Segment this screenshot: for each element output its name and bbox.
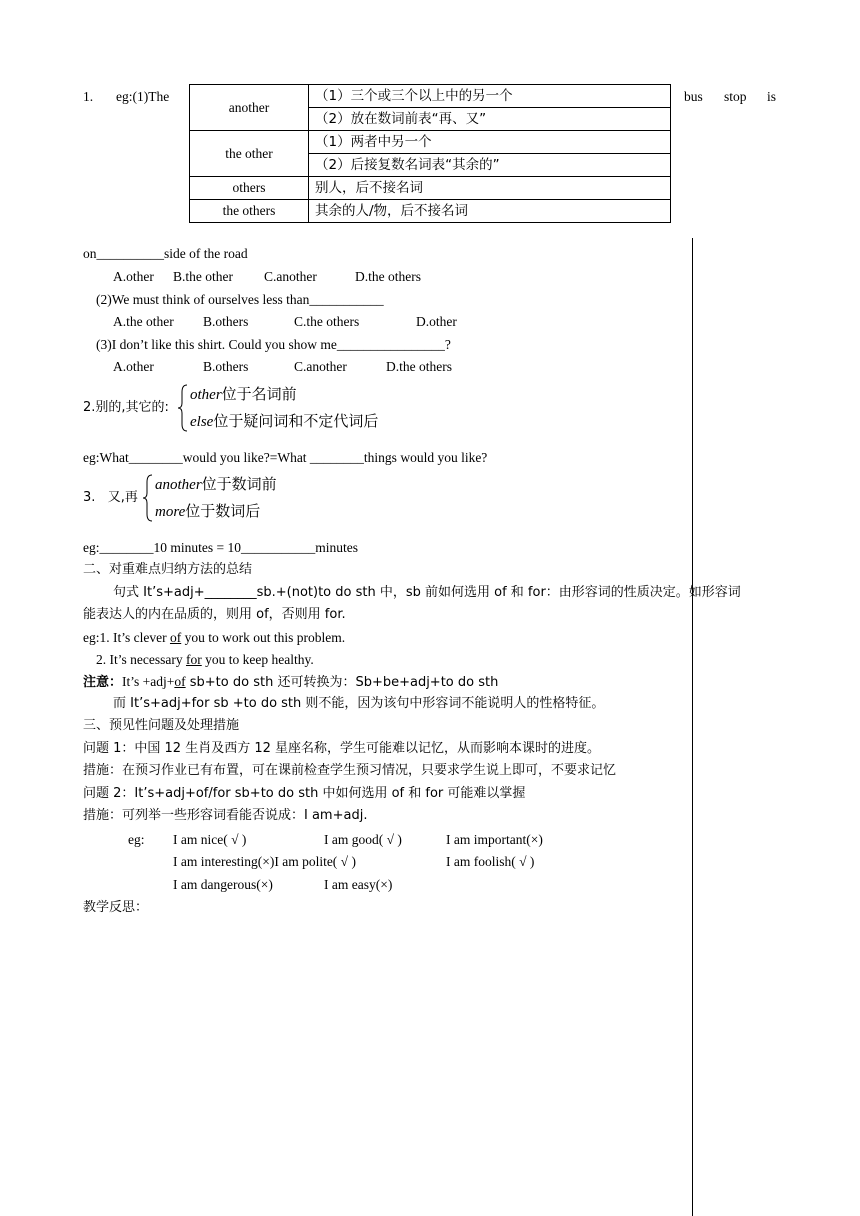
q1-eg: eg:(1)The — [116, 89, 170, 104]
s2-example: eg:What________would you like?=What ________things would you like? — [83, 450, 488, 465]
ex1-post: you to work out this problem. — [181, 630, 346, 645]
table-def: （2）放在数词前表“再、又” — [309, 108, 671, 131]
s2-line2-word: else — [190, 414, 214, 430]
part2-note — [83, 673, 498, 692]
s3-example: eg:________10 minutes = 10___________minutes — [83, 540, 358, 555]
part2-example-2 — [96, 651, 314, 669]
part2-heading: 二、对重难点归纳方法的总结 — [83, 562, 253, 577]
pronoun-table — [189, 84, 671, 223]
q1-2-option: B.others — [203, 314, 249, 329]
s2-line2-rest: 位于疑问词和不定代词后 — [213, 412, 379, 430]
part3-measure-2: 措施：可列举一些形容词看能否说成：I am+adj. — [83, 808, 368, 823]
table-term: the other — [190, 131, 309, 177]
ex2-post: you to keep healthy. — [201, 652, 314, 667]
table-def: （1）三个或三个以上中的另一个 — [309, 85, 671, 108]
adj-example: I am foolish( √ ) — [446, 854, 535, 869]
s3-line1-rest: 位于数词前 — [201, 475, 277, 493]
part2-para-line2: 能表达人的内在品质的，则用 of，否则用 for. — [83, 607, 346, 622]
table-term: others — [190, 177, 309, 200]
table-def: 其余的人/物，后不接名词 — [309, 200, 671, 223]
adj-example: I am important(×) — [446, 832, 543, 847]
teaching-reflection: 教学反思： — [83, 900, 149, 915]
s3-line1 — [155, 475, 277, 494]
part3-eg-label: eg: — [128, 832, 145, 847]
ex1-underlined: of — [169, 630, 182, 645]
s2-line2 — [190, 412, 378, 431]
s2-line1-word: other — [190, 387, 222, 403]
table-def: （1）两者中另一个 — [309, 131, 671, 154]
table-def: 别人，后不接名词 — [309, 177, 671, 200]
note-pre: It’s +adj+ — [122, 674, 175, 689]
note-label: 注意： — [83, 675, 123, 690]
table-def: （2）后接复数名词表“其余的” — [309, 154, 671, 177]
q1-number: 1. — [83, 89, 94, 104]
part2-example-1 — [83, 629, 345, 647]
note-underlined: of — [174, 674, 186, 689]
s3-line1-word: another — [155, 477, 202, 493]
brace-icon — [178, 384, 188, 432]
q1-3-option: A.other — [113, 359, 154, 374]
q1-2-option: D.other — [416, 314, 457, 329]
ex2-underlined: for — [185, 652, 202, 667]
ex1-pre: eg:1. It’s clever — [83, 630, 170, 645]
q1-option: C.another — [264, 269, 317, 284]
part3-problem-1: 问题 1：中国 12 生肖及西方 12 星座名称，学生可能难以记忆，从而影响本课时的进度。 — [83, 741, 601, 756]
s3-label: 3. 又,再 — [83, 490, 138, 505]
q1-2-question: (2)We must think of ourselves less than___________ — [96, 292, 384, 307]
ex2-pre: 2. It’s necessary — [96, 652, 186, 667]
q1-right-word-3: is — [767, 89, 777, 104]
table-term: another — [190, 85, 309, 131]
q1-right-word-2: stop — [724, 89, 747, 104]
q1-3-option: B.others — [203, 359, 249, 374]
part3-heading: 三、预见性问题及处理措施 — [83, 718, 240, 733]
adj-example: I am good( √ ) — [324, 832, 402, 847]
part2-note-2: 而 It’s+adj+for sb +to do sth 则不能，因为该句中形容词不能说明人的性格特征。 — [113, 696, 605, 711]
table-term: the others — [190, 200, 309, 223]
adj-example: I am nice( √ ) — [173, 832, 247, 847]
q1-option: D.the others — [355, 269, 421, 284]
q1-option: B.the other — [173, 269, 233, 284]
q1-3-option: D.the others — [386, 359, 452, 374]
brace-icon — [143, 474, 153, 522]
q1-2-option: A.the other — [113, 314, 174, 329]
part3-measure-1: 措施：在预习作业已有布置，可在课前检查学生预习情况，只要求学生说上即可，不要求记忆 — [83, 763, 617, 778]
part3-problem-2: 问题 2：It’s+adj+of/for sb+to do sth 中如何选用 of 和 for 可能难以掌握 — [83, 786, 526, 801]
s2-line1-rest: 位于名词前 — [221, 385, 297, 403]
adj-example: I am easy(×) — [324, 877, 393, 892]
q1-3-option: C.another — [294, 359, 347, 374]
q1-right-word-1: bus — [684, 89, 703, 104]
s2-label: 2.别的,其它的: — [83, 400, 169, 415]
q1-3-question: (3)I don’t like this shirt. Could you show me________________? — [96, 337, 451, 352]
q1-option: A.other — [113, 269, 154, 284]
q1-2-option: C.the others — [294, 314, 360, 329]
s3-line2-word: more — [155, 504, 186, 520]
adj-example: I am interesting(×)I am polite( √ ) — [173, 854, 356, 869]
margin-rule — [692, 238, 693, 1216]
note-post: sb+to do sth 还可转换为：Sb+be+adj+to do sth — [185, 675, 499, 690]
part2-para-line1: 句式 It’s+adj+________sb.+(not)to do sth 中，sb 前如何选用 of 和 for：由形容词的性质决定。如形容词 — [113, 585, 741, 600]
adj-example: I am dangerous(×) — [173, 877, 273, 892]
s2-line1 — [190, 385, 297, 404]
q1-continuation: on__________side of the road — [83, 246, 248, 261]
s3-line2 — [155, 502, 260, 521]
s3-line2-rest: 位于数词后 — [185, 502, 261, 520]
